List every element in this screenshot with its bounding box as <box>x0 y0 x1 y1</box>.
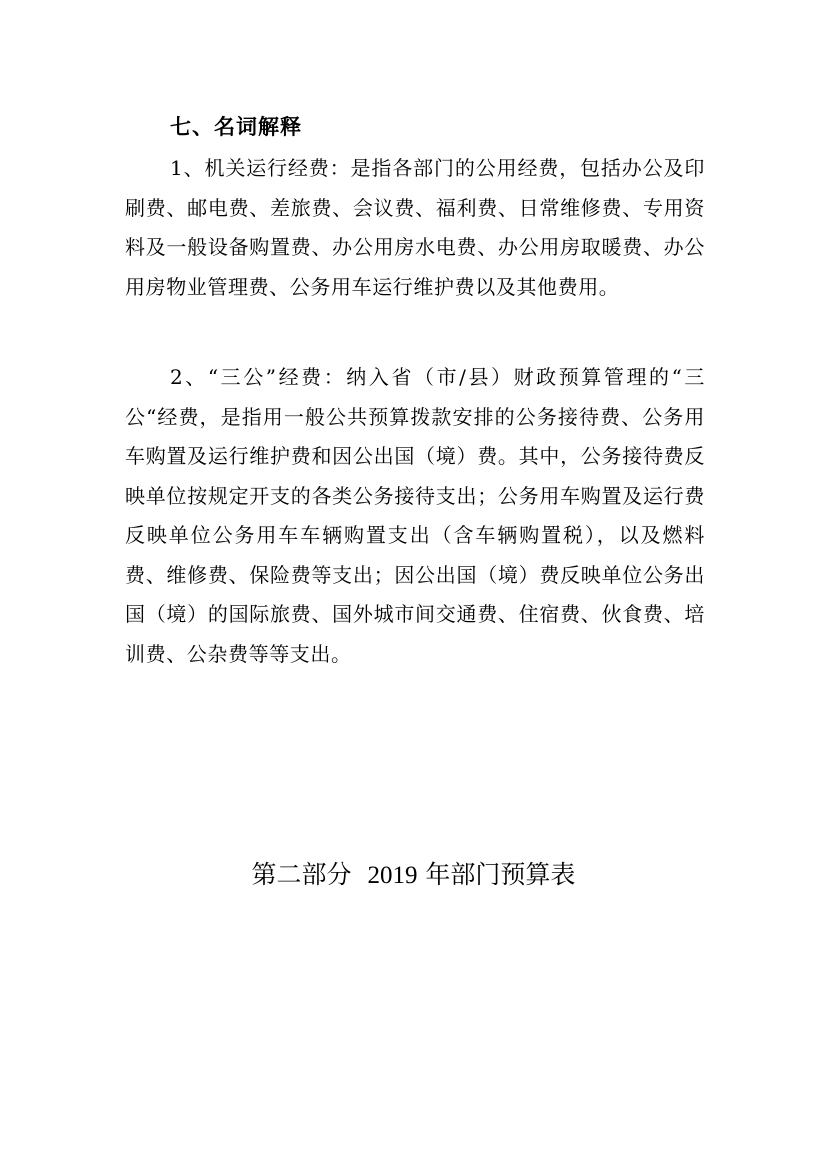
section-heading: 七、名词解释 <box>170 115 302 139</box>
paragraph-three-public-expenses <box>125 358 705 674</box>
paragraph-operating-expenses <box>125 149 705 307</box>
paragraph-text: 2、“三公”经费：纳入省（市/县）财政预算管理的“三公“经费，是指用一般公共预算拨款安排的公务接待费、公务用车购置及运行维护费和因公出国（境）费。其中，公务接待费反映单位按规定开支的各类公务接待支出；公务用车购置及运行费反映单位公务用车车辆购置支出（含车辆购置税），以及燃料费、维修费、保险费等支出；因公出国（境）费反映单位公务出国（境）的国际旅费、国外城市间交通费、住宿费、伙食费、培训费、公杂费等等支出。 <box>125 365 705 666</box>
part-title-suffix: 年部门预算表 <box>425 860 576 889</box>
part-title-year: 2019 <box>367 862 418 889</box>
part-title <box>0 858 827 893</box>
part-title-prefix: 第二部分 <box>251 860 352 889</box>
paragraph-text: 1、机关运行经费：是指各部门的公用经费，包括办公及印刷费、邮电费、差旅费、会议费、福利费、日常维修费、专用资料及一般设备购置费、办公用房水电费、办公用房取暖费、办公用房物业管理费、公务用车运行维护费以及其他费用。 <box>125 156 705 299</box>
